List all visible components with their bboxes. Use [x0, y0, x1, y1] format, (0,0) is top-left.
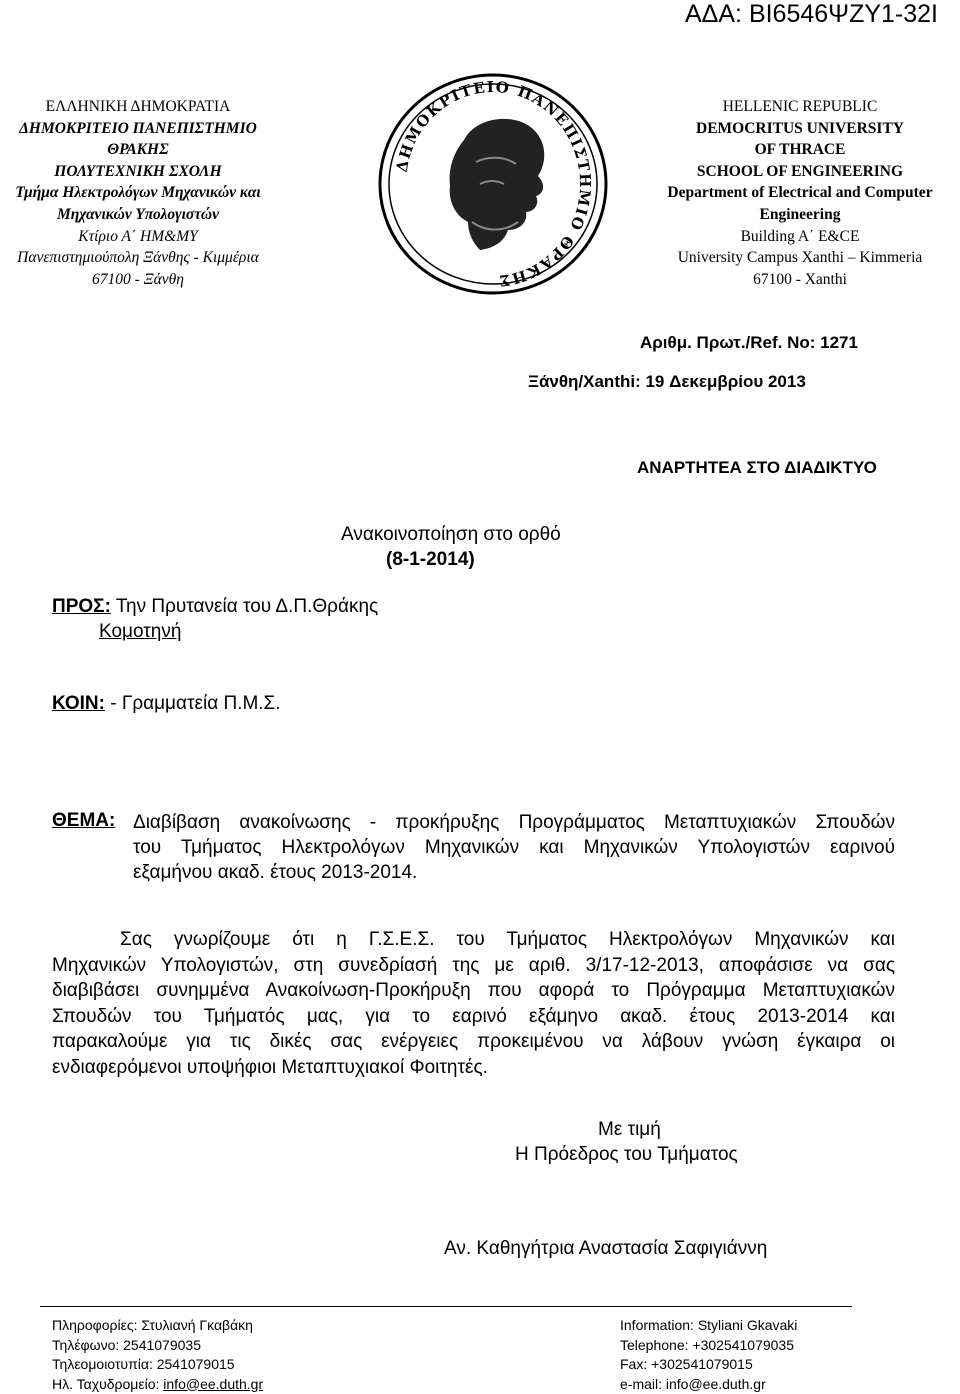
- footer-email-row: [52, 1375, 263, 1394]
- header-right-line: OF THRACE: [640, 139, 960, 161]
- subject-line: του Τμήματος Ηλεκτρολόγων Μηχανικών και Μηχανικών Υπολογιστών εαρινού: [133, 835, 895, 860]
- footer-info: Πληροφορίες: Στυλιανή Γκαβάκη: [52, 1316, 263, 1336]
- header-right: [640, 96, 960, 290]
- signer-name: Αν. Καθηγήτρια Αναστασία Σαφιγιάννη: [444, 1238, 767, 1260]
- header-left-line: Μηχανικών Υπολογιστών: [0, 204, 276, 226]
- recipient-city: Κομοτηνή: [99, 621, 181, 643]
- footer-contact-greek: [52, 1316, 263, 1394]
- body-line: Μηχανικών Υπολογιστών, στη συνεδρίασή της με αριθ. 3/17-12-2013, αποφάσισε να σας: [52, 953, 895, 979]
- header-right-line: HELLENIC REPUBLIC: [640, 96, 960, 118]
- body-line: Σας γνωρίζουμε ότι η Γ.Σ.Ε.Σ. του Τμήματος Ηλεκτρολόγων Μηχανικών και: [52, 927, 895, 953]
- footer-fax: Fax: +302541079015: [620, 1355, 797, 1375]
- body-line: διαβιβάσει συνημμένα Ανακοίνωση-Προκήρυξη που αφορά το Πρόγραμμα Μεταπτυχιακών: [52, 978, 895, 1004]
- header-left-line: ΔΗΜΟΚΡΙΤΕΙΟ ΠΑΝΕΠΙΣΤΗΜΙΟ: [0, 118, 276, 140]
- body-line: παρακαλούμε για τις δικές σας ενέργειες προκειμένου να λάβουν γνώση έγκαιρα οι: [52, 1029, 895, 1055]
- header-right-line: SCHOOL OF ENGINEERING: [640, 161, 960, 183]
- header-right-line: Building A΄ E&CE: [640, 226, 960, 248]
- subject-label: ΘΕΜΑ:: [52, 810, 115, 832]
- footer-email: e-mail: info@ee.duth.gr: [620, 1375, 797, 1394]
- header-left-line: Κτίριο Α΄ ΗΜ&ΜΥ: [0, 226, 276, 248]
- recipient-to-value: Την Πρυτανεία του Δ.Π.Θράκης: [116, 596, 378, 617]
- header-right-line: University Campus Xanthi – Kimmeria: [640, 247, 960, 269]
- header-left-line: ΠΟΛΥΤΕΧΝΙΚΗ ΣΧΟΛΗ: [0, 161, 276, 183]
- subject-line: εξαμήνου ακαδ. έτους 2013-2014.: [133, 860, 895, 885]
- correction-date: (8-1-2014): [386, 549, 475, 571]
- subject-line: Διαβίβαση ανακοίνωσης - προκήρυξης Προγράμματος Μεταπτυχιακών Σπουδών: [133, 810, 895, 835]
- recipient-cc-label: ΚΟΙΝ:: [52, 693, 105, 714]
- header-right-line: Engineering: [640, 204, 960, 226]
- recipient-to-label: ΠΡΟΣ:: [52, 596, 111, 617]
- footer-email-label: Ηλ. Ταχυδρομείο:: [52, 1376, 159, 1392]
- correction-notice: Ανακοινοποίηση στο ορθό: [341, 524, 561, 546]
- body-line: ενδιαφερόμενοι υποψήφιοι Μεταπτυχιακοί Φοιτητές.: [52, 1055, 895, 1081]
- recipient-cc-value: - Γραμματεία Π.Μ.Σ.: [110, 693, 280, 714]
- ada-code: ΑΔΑ: ΒΙ6546ΨΖΥ1-32Ι: [685, 0, 938, 29]
- header-left-line: ΕΛΛΗΝΙΚΗ ΔΗΜΟΚΡΑΤΙΑ: [0, 96, 276, 118]
- header-right-line: DEMOCRITUS UNIVERSITY: [640, 118, 960, 140]
- footer-email-link[interactable]: info@ee.duth.gr: [163, 1376, 263, 1392]
- signer-role: Η Πρόεδρος του Τμήματος: [515, 1144, 738, 1166]
- header-left-line: 67100 - Ξάνθη: [0, 269, 276, 291]
- university-seal-logo: [376, 72, 610, 296]
- footer-divider: [40, 1306, 852, 1307]
- document-date: Ξάνθη/Xanthi: 19 Δεκεμβρίου 2013: [528, 372, 806, 392]
- footer-fax: Τηλεομοιοτυπία: 2541079015: [52, 1355, 263, 1375]
- header-left-line: Πανεπιστημιούπολη Ξάνθης - Κιμμέρια: [0, 247, 276, 269]
- header-right-line: Department of Electrical and Computer: [640, 182, 960, 204]
- body-line: Σπουδών του Τμήματός μας, για το εαρινό εξάμηνο ακαδ. έτους 2013-2014 και: [52, 1004, 895, 1030]
- recipient-cc: [52, 693, 281, 715]
- seal-text: ΔΗΜΟΚΡΙΤΕΙΟ ΠΑΝΕΠΙΣΤΗΜΙΟ ΘΡΑΚΗΣ: [393, 78, 595, 290]
- body-text: [52, 927, 895, 1080]
- header-right-line: 67100 - Xanthi: [640, 269, 960, 291]
- footer-info: Information: Styliani Gkavaki: [620, 1316, 797, 1336]
- protocol-number: Αριθμ. Πρωτ./Ref. No: 1271: [640, 333, 858, 353]
- header-left: [0, 96, 276, 290]
- footer-phone: Τηλέφωνο: 2541079035: [52, 1336, 263, 1356]
- header-left-line: Τμήμα Ηλεκτρολόγων Μηχανικών και: [0, 182, 276, 204]
- recipient-to: [52, 596, 378, 618]
- closing-regards: Με τιμή: [598, 1119, 661, 1141]
- subject-text: [133, 810, 895, 885]
- posting-notice: ΑΝΑΡΤΗΤΕΑ ΣΤΟ ΔΙΑΔΙΚΤΥΟ: [637, 458, 877, 478]
- footer-contact-english: [620, 1316, 797, 1394]
- footer-phone: Telephone: +302541079035: [620, 1336, 797, 1356]
- header-left-line: ΘΡΑΚΗΣ: [0, 139, 276, 161]
